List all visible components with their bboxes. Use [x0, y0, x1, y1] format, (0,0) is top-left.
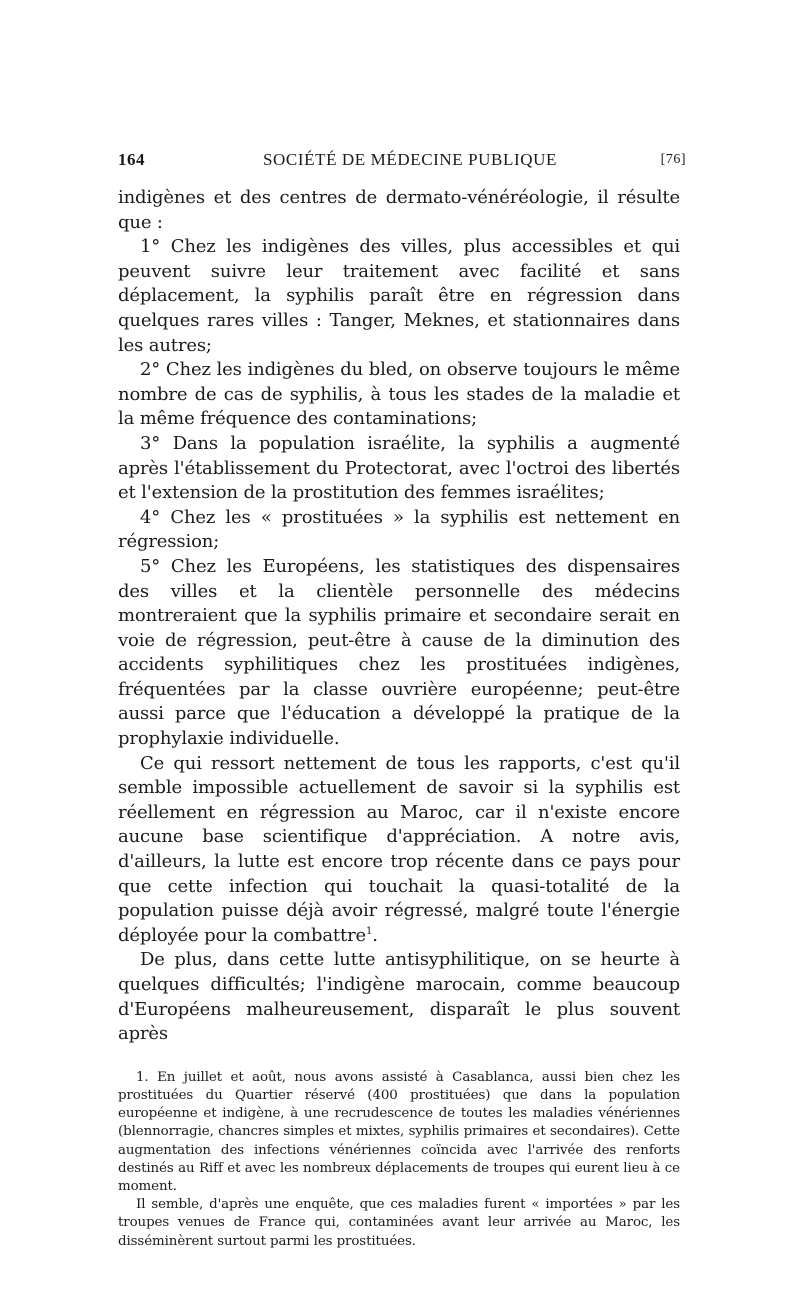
paragraph-conclusion-text: Ce qui ressort nettement de tous les rapports, c'est qu'il semble impossible actuellement de savoir si la syphilis est réellement en régression au Maroc, car il n'existe encore aucune base scientifique d'appréciation. A notre avis, d'ailleurs, la lutte est encore trop récente dans ce pays pour que cette infection qui touchait la quasi-totalité de la population puisse déjà avoir régressé, malgré toute l'énergie déployée pour la combattre: [118, 752, 680, 946]
paragraph-item-2: 2° Chez les indigènes du bled, on observe toujours le même nombre de cas de syphilis, à tous les stades de la maladie et la même fréquence des contaminations;: [118, 359, 680, 430]
page-number: 164: [118, 150, 145, 169]
paragraph-difficulties: De plus, dans cette lutte antisyphilitique, on se heurte à quelques difficultés; l'indigène marocain, comme beaucoup d'Européens malheureusement, disparaît le plus souvent après: [118, 949, 680, 1045]
footnote-reference: 1: [366, 925, 373, 937]
running-head: [118, 150, 686, 172]
paragraph-item-3: 3° Dans la population israélite, la syphilis a augmenté après l'établissement du Protectorat, avec l'octroi des libertés et l'extension de la prostitution des femmes israélites;: [118, 432, 680, 504]
paragraph-conclusion: [118, 752, 680, 949]
footnote-1: 1. En juillet et août, nous avons assisté à Casablanca, aussi bien chez les prostituées du Quartier réservé (400 prostituées) que dans la population européenne et indigène, à une recrudescence de toutes les maladies vénériennes (blennorragie, chancres simples et mixtes, syphilis primaires et secondaires). Cette augmentation des infections vénériennes coïncida avec l'arrivée des renforts destinés au Riff et avec les nombreux déplacements de troupes qui eurent lieu à ce moment.: [118, 1069, 680, 1194]
page-reference: [76]: [660, 152, 686, 167]
running-title: SOCIÉTÉ DE MÉDECINE PUBLIQUE: [263, 150, 557, 169]
paragraph-item-4: 4° Chez les « prostituées » la syphilis est nettement en régression;: [118, 506, 680, 553]
footnotes: [118, 1069, 680, 1251]
paragraph-item-1: 1° Chez les indigènes des villes, plus accessibles et qui peuvent suivre leur traitement avec facilité et sans déplacement, la syphilis paraît être en régression dans quelques rares villes : Tanger, Meknes, et stationnaires dans les autres;: [118, 236, 680, 356]
paragraph-intro: indigènes et des centres de dermato-vénéréologie, il résulte que :: [118, 187, 680, 233]
book-page: [118, 150, 686, 1251]
footnote-1-continued: Il semble, d'après une enquête, que ces maladies furent « importées » par les troupes venues de France qui, contaminées avant leur arrivée au Maroc, les disséminèrent surtout parmi les prostituées.: [118, 1197, 680, 1249]
main-text: [118, 186, 680, 1047]
paragraph-conclusion-end: .: [372, 924, 378, 946]
paragraph-item-5: 5° Chez les Européens, les statistiques des dispensaires des villes et la clientèle personnelle des médecins montreraient que la syphilis primaire et secondaire serait en voie de régression, peut-être à cause de la diminution des accidents syphilitiques chez les prostituées indigènes, fréquentées par la classe ouvrière européenne; peut-être aussi parce que l'éducation a développé la pratique de la prophylaxie individuelle.: [118, 555, 680, 750]
